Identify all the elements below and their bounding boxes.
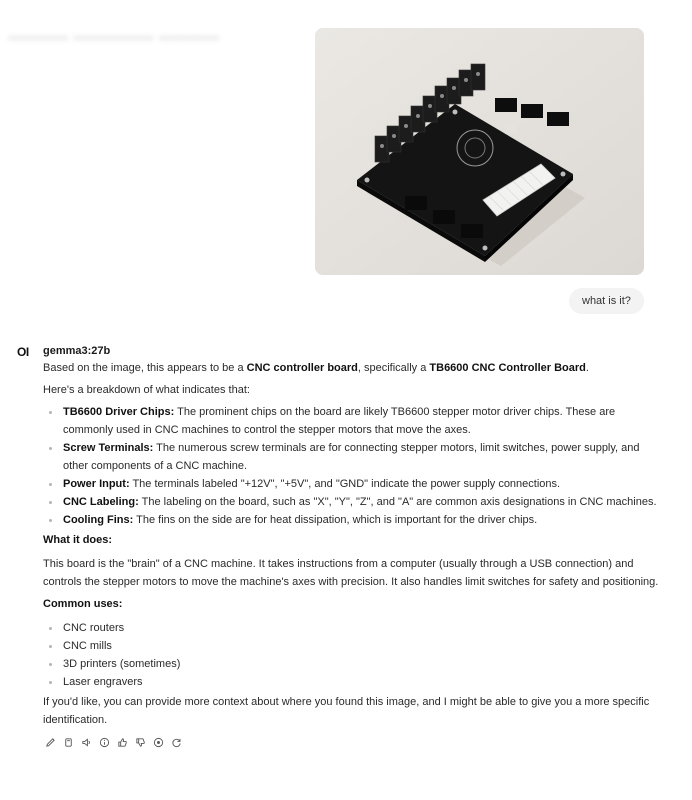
list-item: Power Input: The terminals labeled "+12V", "+5V", and "GND" indicate the power supply connections. [43, 475, 661, 493]
indicator-list [43, 403, 661, 529]
user-message-bubble: what is it? [569, 288, 644, 314]
list-item: Cooling Fins: The fins on the side are for heat dissipation, which is important for the driver chips. [43, 511, 661, 529]
uses-heading: Common uses: [43, 598, 123, 610]
closing-paragraph: If you'd like, you can provide more context about where you found this image, and I might be able to give you a more specific identification. [43, 696, 650, 726]
copy-icon[interactable] [61, 735, 75, 749]
thumbs-down-icon[interactable] [133, 735, 147, 749]
thumbs-up-icon[interactable] [115, 735, 129, 749]
regenerate-icon[interactable] [169, 735, 183, 749]
cnc-board-photo [315, 28, 644, 275]
list-item: Laser engravers [43, 673, 661, 691]
breakdown-lead: Here's a breakdown of what indicates that: [43, 384, 250, 396]
what-heading: What it does: [43, 534, 113, 546]
what-paragraph: This board is the "brain" of a CNC machine. It takes instructions from a computer (usually through a USB connection) and controls the stepper motors to move the machine's axes with precision. It also handles limit switches for safety and positioning. [43, 558, 659, 588]
edit-icon[interactable] [43, 735, 57, 749]
list-item: CNC Labeling: The labeling on the board, such as "X", "Y", "Z", and "A" are common axis designations in CNC machines. [43, 493, 661, 511]
blurred-header: ▬▬▬ ▬▬▬▬ ▬▬▬ [8, 24, 220, 46]
list-item: Screw Terminals: The numerous screw terminals are for connecting stepper motors, limit switches, power supply, and other components of a CNC machine. [43, 439, 661, 475]
list-item: CNC routers [43, 619, 661, 637]
assistant-avatar: OI [17, 345, 29, 359]
list-item: 3D printers (sometimes) [43, 655, 661, 673]
list-item: TB6600 Driver Chips: The prominent chips on the board are likely TB6600 stepper motor driver chips. These are commonly used in CNC machines to control the stepper motors that move the axes. [43, 403, 661, 439]
uses-list [43, 619, 661, 691]
info-icon[interactable] [97, 735, 111, 749]
continue-icon[interactable] [151, 735, 165, 749]
model-name: gemma3:27b [43, 345, 111, 357]
attached-image[interactable] [315, 28, 644, 275]
intro-paragraph: Based on the image, this appears to be a CNC controller board, specifically a TB6600 CNC Controller Board. [43, 362, 589, 374]
speaker-icon[interactable] [79, 735, 93, 749]
assistant-message [43, 343, 661, 749]
list-item: CNC mills [43, 637, 661, 655]
message-actions [43, 735, 661, 749]
